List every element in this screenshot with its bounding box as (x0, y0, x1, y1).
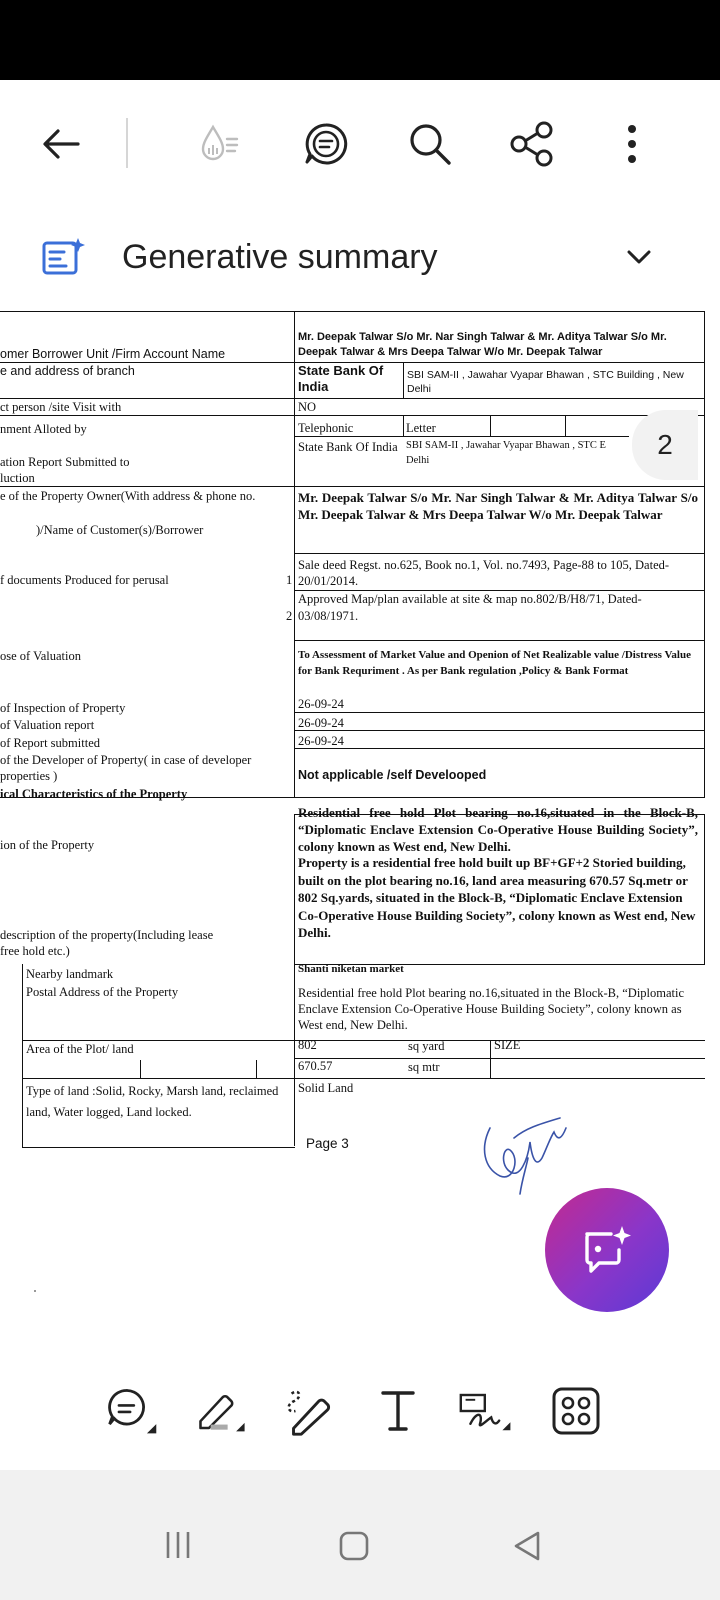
table-divider (490, 415, 491, 436)
table-divider (403, 362, 404, 398)
field-value: NO (298, 400, 317, 414)
table-divider (565, 415, 566, 436)
field-value: To Assessment of Market Value and Openion of Net Realizable value /Distress Value for Bank Requriment . As per Bank regulation ,Policy & Bank Format (298, 649, 691, 677)
status-bar (0, 0, 720, 80)
back-nav-icon[interactable] (512, 1530, 542, 1562)
field-label: properties ) (0, 769, 58, 783)
text-tool-icon[interactable] (370, 1383, 426, 1439)
field-label: of Valuation report (0, 718, 95, 732)
field-label: ation Report Submitted to (0, 455, 130, 469)
table-border (0, 486, 705, 487)
field-value: State Bank Of India (298, 363, 384, 394)
table-border (0, 415, 705, 416)
table-border (704, 814, 705, 964)
table-border (294, 436, 629, 437)
table-border (0, 398, 705, 399)
field-label: luction (0, 471, 35, 485)
field-value: Approved Map/plan available at site & map no.802/B/H8/71, Dated-03/08/1971. (298, 592, 642, 623)
table-border (294, 730, 705, 731)
table-divider (490, 1040, 491, 1078)
field-label: of the Developer of Property( in case of developer (0, 753, 252, 767)
field-label: Postal Address of the Property (26, 985, 179, 999)
ai-assistant-icon (579, 1224, 635, 1276)
table-border (294, 640, 705, 641)
field-label: of Inspection of Property (0, 701, 126, 715)
comment-tool-icon[interactable] (104, 1383, 160, 1439)
field-value: Telephonic (298, 421, 354, 435)
ai-summary-icon (42, 236, 88, 276)
document-number: 1 (286, 573, 293, 587)
table-border (294, 1058, 705, 1059)
table-border (0, 311, 705, 312)
table-border (294, 712, 705, 713)
comment-icon[interactable] (302, 120, 350, 168)
field-value: SIZE (494, 1038, 521, 1052)
field-label: Nearby landmark (26, 967, 114, 981)
field-unit: sq yard (408, 1039, 445, 1053)
table-divider (403, 415, 404, 436)
document-number: 2 (286, 609, 293, 623)
field-value: Not applicable /self Develooped (298, 768, 487, 782)
field-label: ose of Valuation (0, 649, 82, 663)
field-value: State Bank Of India (298, 440, 398, 454)
field-value: Sale deed Regst. no.625, Book no.1, Vol. no.7493, Page-88 to 105, Dated-20/01/2014. (298, 558, 670, 588)
field-value: Solid Land (298, 1081, 354, 1095)
field-label: ct person /site Visit with (0, 400, 122, 414)
table-border (294, 553, 705, 554)
page-number-label: Page 3 (306, 1136, 349, 1151)
table-divider (294, 814, 295, 1146)
field-value: Residential free hold Plot bearing no.16,situated in the Block-B, “Diplomatic Enclave Extension Co-Operative House Building Society”, colony known as West end, New Delhi. (298, 805, 698, 854)
field-value: Residential free hold Plot bearing no.16,situated in the Block-B, “Diplomatic Enclave Extension Co-Operative House Building Society”, colony known as West end, New Delhi. (298, 986, 685, 1032)
field-label: ion of the Property (0, 838, 95, 852)
fill-sign-tool-icon[interactable] (456, 1383, 512, 1439)
signature (470, 1098, 580, 1202)
field-value: 670.57 (298, 1059, 333, 1073)
recent-apps-icon[interactable] (164, 1530, 192, 1560)
back-arrow-icon[interactable] (36, 120, 84, 168)
field-label: )/Name of Customer(s)/Borrower (36, 523, 204, 537)
table-border (22, 1147, 295, 1148)
page-indicator: 2 (632, 410, 698, 480)
summary-title: Generative summary (122, 238, 438, 276)
field-label: of Report submitted (0, 736, 100, 750)
table-divider (22, 964, 23, 1148)
table-divider (256, 1060, 257, 1078)
ai-assistant-button[interactable] (545, 1188, 669, 1312)
toolbar-divider (126, 118, 128, 168)
field-value: Shanti niketan market (298, 963, 404, 975)
table-divider (140, 1060, 141, 1078)
highlight-tool-icon[interactable] (192, 1383, 248, 1439)
field-label: omer Borrower Unit /Firm Account Name (0, 347, 226, 361)
field-label: e of the Property Owner(With address & phone no. (0, 489, 256, 503)
field-value: Property is a residential free hold built up BF+GF+2 Storied building, built on the plot bearing no.16, land area measuring 670.57 Sq.metr or 802 Sq.yards, situated in the Block-B, “Diplomatic Enclave Extension Co-Operative House Building Society”, colony known as West end, New Delhi. (298, 855, 696, 940)
field-value: 26-09-24 (298, 716, 344, 730)
field-value: Mr. Deepak Talwar S/o Mr. Nar Singh Talwar & Mr. Aditya Talwar S/o Mr. Deepak Talwar & Mrs Deepa Talwar W/o Mr. Deepak Talwar (298, 490, 698, 522)
field-label: e and address of branch (0, 364, 135, 378)
section-heading: ical Characteristics of the Property (0, 787, 188, 801)
search-icon[interactable] (406, 120, 454, 168)
table-border (22, 1078, 705, 1079)
field-label: f documents Produced for perusal (0, 573, 169, 587)
table-border (294, 748, 705, 749)
field-unit: sq mtr (408, 1060, 440, 1074)
table-divider (294, 311, 295, 798)
more-icon[interactable] (608, 120, 656, 168)
field-label: Area of the Plot/ land (26, 1042, 134, 1056)
field-value: Letter (406, 421, 436, 435)
draw-tool-icon[interactable] (280, 1383, 336, 1439)
field-label: nment Alloted by (0, 422, 87, 436)
page-mark (34, 1290, 36, 1292)
field-label: description of the property(Including lease (0, 928, 214, 942)
more-tools-icon[interactable] (548, 1383, 604, 1439)
field-value: SBI SAM-II , Jawahar Vyapar Bhawan , STC Building , New Delhi (407, 369, 684, 395)
share-icon[interactable] (508, 120, 556, 168)
field-label: Type of land :Solid, Rocky, Marsh land, reclaimed land, Water logged, Land locked. (26, 1084, 279, 1119)
field-value: 26-09-24 (298, 734, 344, 748)
field-value: SBI SAM-II , Jawahar Vyapar Bhawan , STC E Delhi (406, 440, 606, 466)
field-label: free hold etc.) (0, 944, 70, 958)
field-value: 802 (298, 1038, 317, 1052)
field-value: Mr. Deepak Talwar S/o Mr. Nar Singh Talwar & Mr. Aditya Talwar S/o Mr. Deepak Talwar & Mrs Deepa Talwar W/o Mr. Deepak Talwar (298, 331, 667, 358)
table-border (22, 1040, 705, 1041)
home-icon[interactable] (338, 1530, 370, 1562)
text-to-speech-icon[interactable] (196, 120, 244, 168)
field-value: 26-09-24 (298, 697, 344, 711)
chevron-down-icon[interactable] (624, 244, 654, 270)
table-border (704, 311, 705, 798)
